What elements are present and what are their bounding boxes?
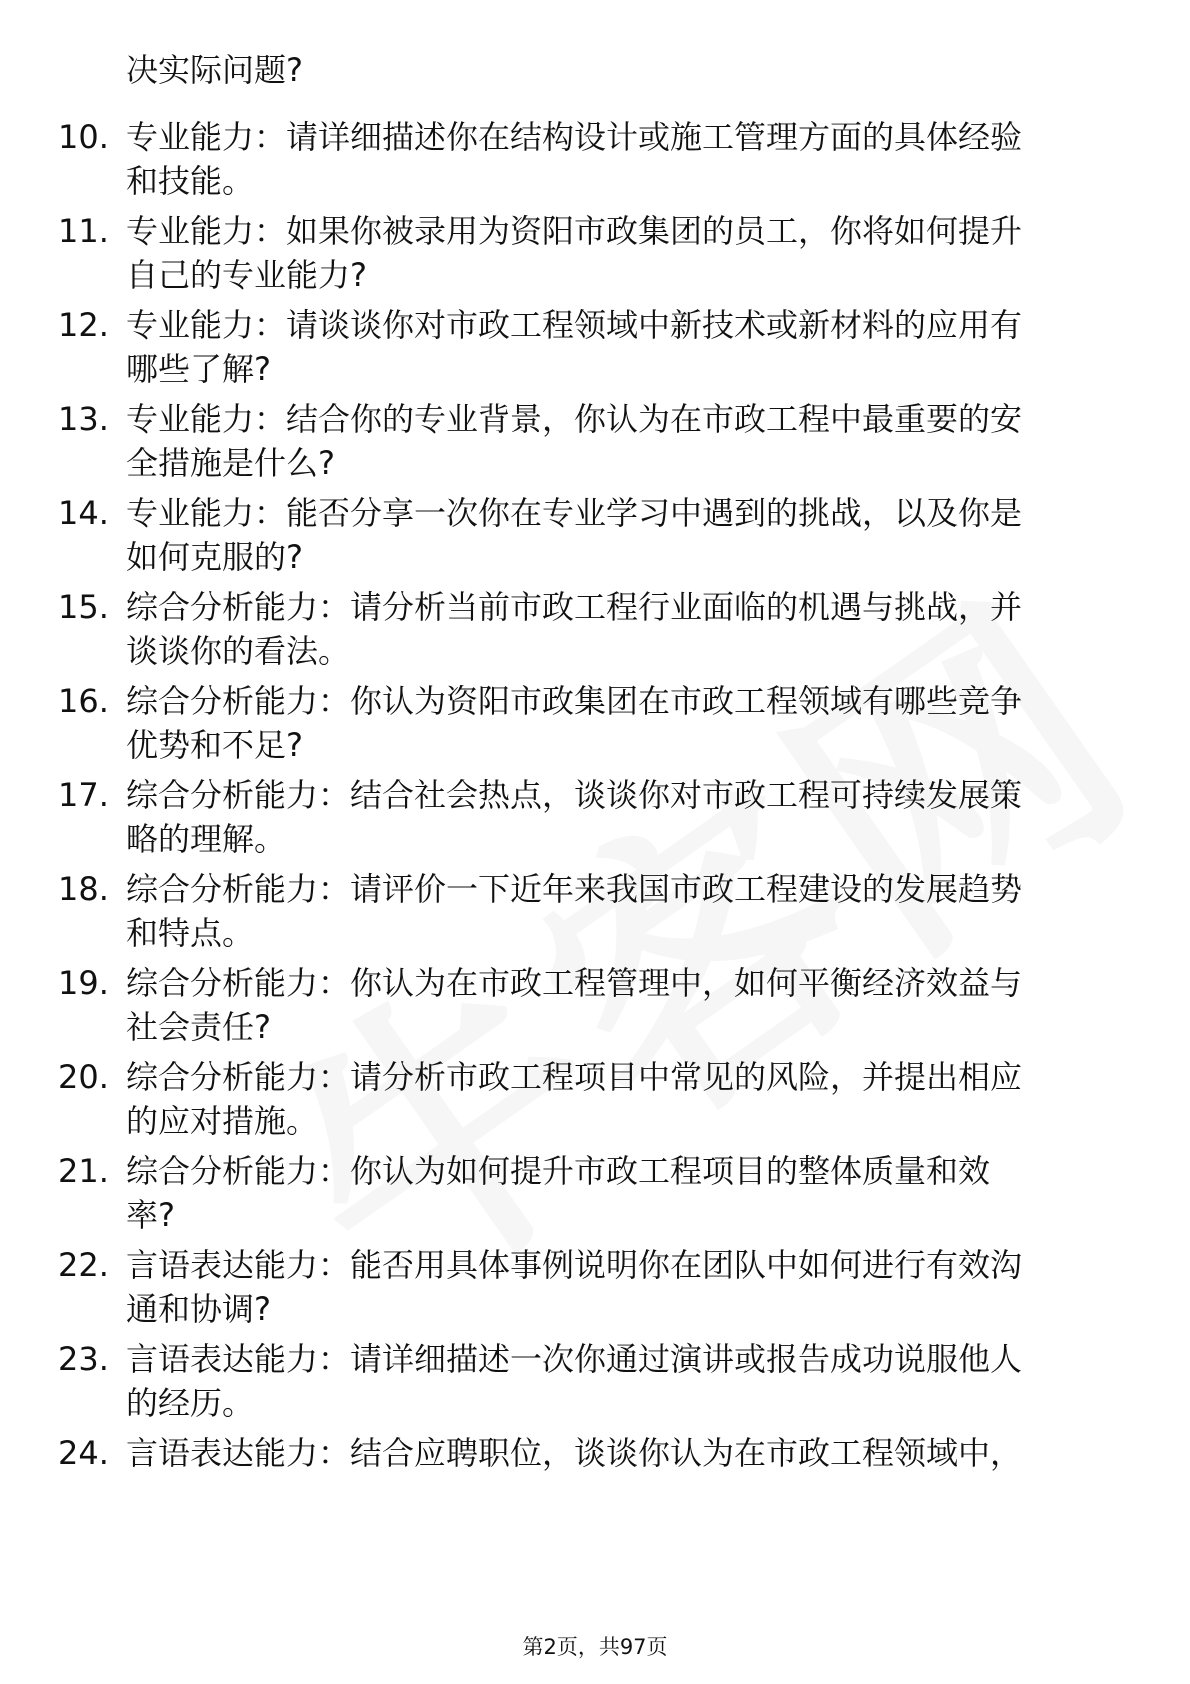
question-line: 综合分析能力：请分析当前市政工程行业面临的机遇与挑战，并 (126, 588, 1023, 626)
question-line: 专业能力：请谈谈你对市政工程领域中新技术或新材料的应用有 (126, 306, 1023, 344)
question-line: 言语表达能力：能否用具体事例说明你在团队中如何进行有效沟 (126, 1246, 1023, 1284)
question-number: 11. (58, 212, 109, 250)
question-number: 18. (58, 870, 109, 908)
question-line: 综合分析能力：你认为资阳市政集团在市政工程领域有哪些竞争 (126, 682, 1023, 720)
question-line: 优势和不足? (126, 726, 303, 764)
question-line: 全措施是什么? (126, 444, 335, 482)
question-number: 16. (58, 682, 109, 720)
question-text (126, 303, 1116, 391)
question-number: 15. (58, 588, 109, 626)
question-line: 的应对措施。 (126, 1102, 319, 1140)
question-line: 略的理解。 (126, 820, 287, 858)
question-text (126, 209, 1116, 297)
question-line: 言语表达能力：结合应聘职位，谈谈你认为在市政工程领域中， (126, 1434, 1023, 1472)
question-line: 专业能力：结合你的专业背景，你认为在市政工程中最重要的安 (126, 400, 1023, 438)
question-text (126, 867, 1116, 955)
question-number: 14. (58, 494, 109, 532)
question-line: 综合分析能力：你认为如何提升市政工程项目的整体质量和效 (126, 1152, 991, 1190)
question-number: 13. (58, 400, 109, 438)
question-line: 综合分析能力：结合社会热点，谈谈你对市政工程可持续发展策 (126, 776, 1023, 814)
question-text (126, 115, 1116, 203)
question-line: 综合分析能力：你认为在市政工程管理中，如何平衡经济效益与 (126, 964, 1023, 1002)
question-text (126, 679, 1116, 767)
page-footer: 第2页，共97页 (522, 1635, 668, 1659)
question-text (126, 397, 1116, 485)
question-number: 20. (58, 1058, 109, 1096)
question-number: 17. (58, 776, 109, 814)
question-text (126, 1243, 1116, 1331)
question-text (126, 1149, 1116, 1237)
question-text (126, 1431, 1116, 1475)
question-line: 社会责任? (126, 1008, 271, 1046)
question-number: 19. (58, 964, 109, 1002)
question-line: 综合分析能力：请分析市政工程项目中常见的风险，并提出相应 (126, 1058, 1023, 1096)
question-text (126, 773, 1116, 861)
question-line: 专业能力：请详细描述你在结构设计或施工管理方面的具体经验 (126, 118, 1023, 156)
question-number: 22. (58, 1246, 109, 1284)
question-number: 24. (58, 1434, 109, 1472)
question-number: 23. (58, 1340, 109, 1378)
question-line: 如何克服的? (126, 538, 303, 576)
question-text (126, 961, 1116, 1049)
question-text (126, 1337, 1116, 1425)
question-line: 自己的专业能力? (126, 256, 367, 294)
question-number: 10. (58, 118, 109, 156)
question-line: 率? (126, 1196, 175, 1234)
question-text (126, 585, 1116, 673)
question-line: 谈谈你的看法。 (126, 632, 351, 670)
question-text (126, 491, 1116, 579)
question-number: 21. (58, 1152, 109, 1190)
question-line: 哪些了解? (126, 350, 271, 388)
question-line: 专业能力：如果你被录用为资阳市政集团的员工，你将如何提升 (126, 212, 1023, 250)
question-line: 的经历。 (126, 1384, 255, 1422)
continuation-line: 决实际问题? (126, 51, 303, 89)
question-line: 言语表达能力：请详细描述一次你通过演讲或报告成功说服他人 (126, 1340, 1023, 1378)
question-line: 专业能力：能否分享一次你在专业学习中遇到的挑战，以及你是 (126, 494, 1023, 532)
question-line: 综合分析能力：请评价一下近年来我国市政工程建设的发展趋势 (126, 870, 1023, 908)
question-line: 和技能。 (126, 162, 255, 200)
question-line: 和特点。 (126, 914, 255, 952)
question-number: 12. (58, 306, 109, 344)
question-text (126, 1055, 1116, 1143)
question-line: 通和协调? (126, 1290, 271, 1328)
